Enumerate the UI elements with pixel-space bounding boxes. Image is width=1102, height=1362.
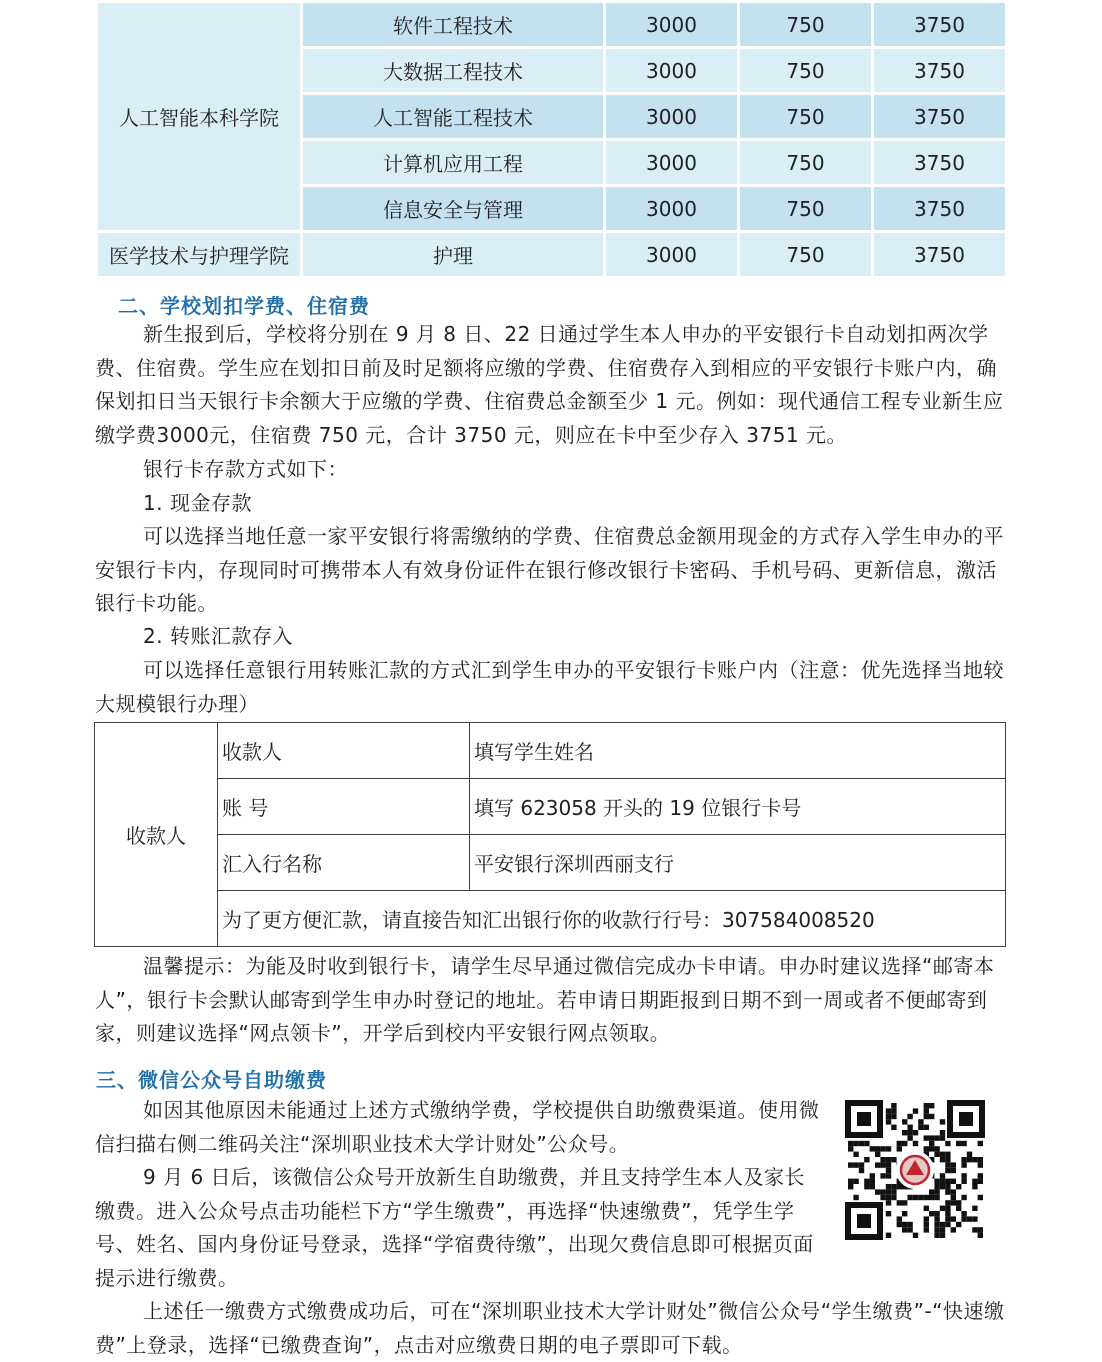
- major-cell: 信息安全与管理: [302, 186, 605, 232]
- qr-module: [972, 1206, 977, 1211]
- qr-module: [897, 1146, 902, 1151]
- qr-module: [940, 1222, 945, 1227]
- table-row: [95, 891, 1006, 947]
- qr-module: [978, 1179, 983, 1184]
- qr-module: [902, 1211, 907, 1216]
- method-title: 2. 转账汇款存入: [143, 624, 293, 648]
- qr-module: [978, 1141, 983, 1146]
- qr-module: [934, 1233, 939, 1238]
- qr-module: [978, 1162, 983, 1167]
- qr-module: [875, 1152, 880, 1157]
- qr-module: [924, 1114, 929, 1119]
- qr-module: [870, 1173, 875, 1178]
- dorm-fee-cell: 750: [739, 2, 873, 48]
- qr-module: [880, 1195, 885, 1200]
- qr-module: [951, 1216, 956, 1221]
- qr-module: [924, 1206, 929, 1211]
- qr-module: [907, 1195, 912, 1200]
- tip-paragraph: 温馨提示：为能及时收到银行卡，请学生尽早通过微信完成办卡申请。申办时建议选择“邮寄本人”，银行卡会默认邮寄到学生申办时登记的地址。若申请日期距报到日期不到一周或者不便邮寄到家，则建议选择“网点领卡”，开学后到校内平安银行网点领取。: [95, 954, 995, 1046]
- qr-module: [945, 1206, 950, 1211]
- qr-module: [961, 1157, 966, 1162]
- qr-module: [897, 1222, 902, 1227]
- qr-module: [907, 1125, 912, 1130]
- total-cell: 3750: [873, 140, 1007, 186]
- qr-module: [940, 1130, 945, 1135]
- qr-module: [940, 1227, 945, 1232]
- qr-module: [864, 1157, 869, 1162]
- qr-module: [902, 1141, 907, 1146]
- qr-module: [886, 1168, 891, 1173]
- qr-module: [886, 1157, 891, 1162]
- qr-module: [902, 1222, 907, 1227]
- qr-module: [853, 1162, 858, 1167]
- qr-module: [902, 1200, 907, 1205]
- tuition-cell: 3000: [605, 94, 739, 140]
- qr-module: [978, 1195, 983, 1200]
- qr-module: [978, 1173, 983, 1178]
- dorm-fee-cell: 750: [739, 186, 873, 232]
- qr-module: [907, 1135, 912, 1140]
- qr-module: [945, 1162, 950, 1167]
- qr-module: [886, 1108, 891, 1113]
- qr-module: [956, 1200, 961, 1205]
- qr-module: [859, 1168, 864, 1173]
- qr-module: [848, 1141, 853, 1146]
- qr-module: [880, 1162, 885, 1167]
- qr-module: [956, 1184, 961, 1189]
- qr-module: [951, 1200, 956, 1205]
- qr-module: [853, 1141, 858, 1146]
- qr-module: [870, 1146, 875, 1151]
- qr-module: [945, 1184, 950, 1189]
- dorm-fee-cell: 750: [739, 94, 873, 140]
- paragraph: 可以选择任意银行用转账汇款的方式汇到学生申办的平安银行卡账户内（注意：优先选择当地较大规模银行办理）: [95, 658, 1004, 716]
- qr-module: [934, 1179, 939, 1184]
- qr-module: [897, 1216, 902, 1221]
- qr-module: [940, 1135, 945, 1140]
- table-row: [95, 835, 1006, 891]
- qr-module: [945, 1157, 950, 1162]
- major-cell: 软件工程技术: [302, 2, 605, 48]
- qr-module: [940, 1157, 945, 1162]
- qr-module: [886, 1162, 891, 1167]
- qr-module: [956, 1141, 961, 1146]
- qr-module: [972, 1227, 977, 1232]
- fee-table: [95, 0, 1008, 279]
- qr-module: [934, 1216, 939, 1221]
- qr-module: [924, 1103, 929, 1108]
- qr-module: [907, 1227, 912, 1232]
- qr-module: [951, 1162, 956, 1167]
- table-row: [95, 723, 1006, 779]
- qr-module: [972, 1157, 977, 1162]
- tuition-cell: 3000: [605, 140, 739, 186]
- qr-module: [924, 1216, 929, 1221]
- qr-module: [951, 1195, 956, 1200]
- qr-module: [924, 1125, 929, 1130]
- qr-module: [902, 1130, 907, 1135]
- total-cell: 3750: [873, 232, 1007, 278]
- qr-module: [891, 1125, 896, 1130]
- qr-module: [864, 1179, 869, 1184]
- qr-module: [924, 1146, 929, 1151]
- dorm-fee-cell: 750: [739, 48, 873, 94]
- qr-module: [913, 1130, 918, 1135]
- qr-module: [859, 1141, 864, 1146]
- qr-module: [891, 1108, 896, 1113]
- qr-module: [940, 1152, 945, 1157]
- qr-module: [902, 1119, 907, 1124]
- qr-module: [913, 1233, 918, 1238]
- qr-module: [886, 1184, 891, 1189]
- qr-module: [978, 1233, 983, 1238]
- qr-module: [848, 1146, 853, 1151]
- paragraph: 银行卡存款方式如下：: [143, 457, 348, 481]
- qr-module: [961, 1179, 966, 1184]
- qr-module: [956, 1222, 961, 1227]
- qr-module: [972, 1216, 977, 1221]
- payee-label-cell: 收款人: [218, 723, 470, 779]
- dorm-fee-cell: 750: [739, 232, 873, 278]
- qr-module: [907, 1114, 912, 1119]
- qr-module: [913, 1108, 918, 1113]
- qr-module: [886, 1173, 891, 1178]
- qr-module: [924, 1222, 929, 1227]
- qr-module: [945, 1211, 950, 1216]
- major-cell: 人工智能工程技术: [302, 94, 605, 140]
- qr-module: [945, 1222, 950, 1227]
- qr-module: [897, 1200, 902, 1205]
- qr-module: [929, 1146, 934, 1151]
- paragraph: 9 月 6 日后，该微信公众号开放新生自助缴费，并且支持学生本人及家长缴费。进入公众号点击功能栏下方“学生缴费”，再选择“快速缴费”，凭学生学号、姓名、国内身份证号登录，选择“学宿费待缴”，出现欠费信息即可根据页面提示进行缴费。: [95, 1165, 814, 1290]
- qr-module: [897, 1141, 902, 1146]
- account-value-cell: 填写 623058 开头的 19 位银行卡号: [470, 779, 1006, 835]
- qr-module: [875, 1146, 880, 1151]
- major-cell: 大数据工程技术: [302, 48, 605, 94]
- qr-module: [940, 1179, 945, 1184]
- bank-code-note: 为了更方便汇款，请直接告知汇出银行你的收款行行号：307584008520: [218, 891, 1006, 947]
- qr-module: [934, 1152, 939, 1157]
- qr-module: [934, 1189, 939, 1194]
- qr-module: [886, 1233, 891, 1238]
- qr-module: [918, 1125, 923, 1130]
- total-cell: 3750: [873, 2, 1007, 48]
- payee-table: [94, 722, 1006, 947]
- qr-module: [891, 1157, 896, 1162]
- qr-module: [929, 1141, 934, 1146]
- tuition-cell: 3000: [605, 186, 739, 232]
- dorm-fee-cell: 750: [739, 140, 873, 186]
- qr-module: [886, 1114, 891, 1119]
- qr-module: [940, 1233, 945, 1238]
- tuition-cell: 3000: [605, 232, 739, 278]
- qr-module: [913, 1141, 918, 1146]
- qr-module: [934, 1135, 939, 1140]
- wechat-qr-code: [838, 1095, 992, 1245]
- qr-module: [967, 1216, 972, 1221]
- qr-module: [956, 1206, 961, 1211]
- qr-module: [907, 1130, 912, 1135]
- qr-module: [886, 1189, 891, 1194]
- qr-module: [880, 1189, 885, 1194]
- qr-module: [853, 1195, 858, 1200]
- qr-module: [870, 1179, 875, 1184]
- college-cell: 医学技术与护理学院: [97, 232, 302, 278]
- section-heading: 二、学校划扣学费、住宿费: [118, 294, 370, 318]
- paragraph: 上述任一缴费方式缴费成功后，可在“深圳职业技术大学计财处”微信公众号“学生缴费”-“快速缴费”上登录，选择“已缴费查询”，点击对应缴费日期的电子票即可下载。: [95, 1299, 1005, 1357]
- qr-module: [891, 1189, 896, 1194]
- qr-module: [961, 1195, 966, 1200]
- qr-module: [924, 1135, 929, 1140]
- total-cell: 3750: [873, 94, 1007, 140]
- qr-module: [880, 1173, 885, 1178]
- qr-module: [848, 1184, 853, 1189]
- qr-module: [886, 1200, 891, 1205]
- section-heading: 三、微信公众号自助缴费: [96, 1068, 327, 1092]
- qr-module: [870, 1184, 875, 1189]
- qr-module: [951, 1168, 956, 1173]
- bank-value-cell: 平安银行深圳西丽支行: [470, 835, 1006, 891]
- total-cell: 3750: [873, 186, 1007, 232]
- qr-module: [945, 1200, 950, 1205]
- qr-module: [967, 1157, 972, 1162]
- qr-module: [848, 1179, 853, 1184]
- qr-module: [961, 1173, 966, 1178]
- qr-module: [924, 1108, 929, 1113]
- qr-module: [945, 1189, 950, 1194]
- qr-module: [961, 1216, 966, 1221]
- qr-module: [913, 1195, 918, 1200]
- qr-module: [864, 1141, 869, 1146]
- qr-module: [880, 1157, 885, 1162]
- qr-module: [853, 1179, 858, 1184]
- paragraph: 如因其他原因未能通过上述方式缴纳学费，学校提供自助缴费渠道。使用微信扫描右侧二维码关注“深圳职业技术大学计财处”公众号。: [95, 1098, 820, 1156]
- qr-module: [934, 1222, 939, 1227]
- qr-module: [859, 1162, 864, 1167]
- qr-module: [972, 1184, 977, 1189]
- qr-module: [961, 1211, 966, 1216]
- qr-module: [945, 1152, 950, 1157]
- qr-module: [951, 1179, 956, 1184]
- qr-module: [902, 1227, 907, 1232]
- qr-module: [886, 1211, 891, 1216]
- qr-module: [886, 1195, 891, 1200]
- qr-module: [945, 1179, 950, 1184]
- paragraph: 可以选择当地任意一家平安银行将需缴纳的学费、住宿费总金额用现金的方式存入学生申办的平安银行卡内，存现同时可携带本人有效身份证件在银行修改银行卡密码、手机号码、更新信息，激活银行卡功能。: [95, 524, 1004, 616]
- qr-module: [929, 1211, 934, 1216]
- qr-module: [929, 1189, 934, 1194]
- qr-module: [967, 1152, 972, 1157]
- qr-module: [886, 1146, 891, 1151]
- table-row: [97, 232, 1007, 278]
- qr-module: [907, 1222, 912, 1227]
- qr-module: [848, 1162, 853, 1167]
- account-label-cell: 账 号: [218, 779, 470, 835]
- qr-module: [891, 1114, 896, 1119]
- qr-code-icon: [838, 1095, 992, 1245]
- qr-module: [880, 1146, 885, 1151]
- qr-module: [924, 1195, 929, 1200]
- tuition-cell: 3000: [605, 2, 739, 48]
- table-row: [97, 2, 1007, 48]
- qr-module: [945, 1216, 950, 1221]
- qr-module: [951, 1227, 956, 1232]
- qr-module: [940, 1184, 945, 1189]
- qr-module: [934, 1195, 939, 1200]
- qr-module: [934, 1211, 939, 1216]
- qr-module: [940, 1206, 945, 1211]
- qr-module: [945, 1141, 950, 1146]
- qr-module: [972, 1179, 977, 1184]
- qr-module: [934, 1184, 939, 1189]
- qr-module: [891, 1184, 896, 1189]
- qr-module: [929, 1135, 934, 1140]
- qr-module: [853, 1152, 858, 1157]
- tuition-cell: 3000: [605, 48, 739, 94]
- payee-value-cell: 填写学生姓名: [470, 723, 1006, 779]
- qr-module: [940, 1173, 945, 1178]
- qr-module: [934, 1227, 939, 1232]
- qr-module: [864, 1184, 869, 1189]
- qr-module: [918, 1195, 923, 1200]
- qr-module: [929, 1103, 934, 1108]
- qr-module: [929, 1114, 934, 1119]
- paragraph: 新生报到后，学校将分别在 9 月 8 日、22 日通过学生本人申办的平安银行卡自动划扣两次学费、住宿费。学生应在划扣日前及时足额将应缴的学费、住宿费存入到相应的平安银行卡账户内，确保划扣日当天银行卡余额大于应缴的学费、住宿费总金额至少 1 元。例如：现代通信工程专业新生应缴学费3000元，住宿费 750 元，合计 3750 元，则应在卡中至少存入 3751 元。: [95, 322, 1004, 447]
- qr-module: [951, 1189, 956, 1194]
- method-title: 1. 现金存款: [143, 491, 252, 515]
- qr-module: [875, 1162, 880, 1167]
- major-cell: 计算机应用工程: [302, 140, 605, 186]
- total-cell: 3750: [873, 48, 1007, 94]
- qr-module: [897, 1184, 902, 1189]
- qr-module: [875, 1189, 880, 1194]
- qr-module: [886, 1119, 891, 1124]
- table-row: [95, 779, 1006, 835]
- payee-head-cell: 收款人: [95, 723, 218, 947]
- qr-module: [918, 1119, 923, 1124]
- qr-module: [961, 1162, 966, 1167]
- qr-module: [924, 1227, 929, 1232]
- college-cell: 人工智能本科学院: [97, 2, 302, 232]
- qr-module: [891, 1103, 896, 1108]
- qr-module: [961, 1141, 966, 1146]
- major-cell: 护理: [302, 232, 605, 278]
- qr-module: [929, 1195, 934, 1200]
- bank-label-cell: 汇入行名称: [218, 835, 470, 891]
- qr-module: [945, 1168, 950, 1173]
- qr-module: [934, 1146, 939, 1151]
- qr-module: [978, 1227, 983, 1232]
- qr-module: [940, 1119, 945, 1124]
- qr-module: [978, 1157, 983, 1162]
- qr-module: [891, 1195, 896, 1200]
